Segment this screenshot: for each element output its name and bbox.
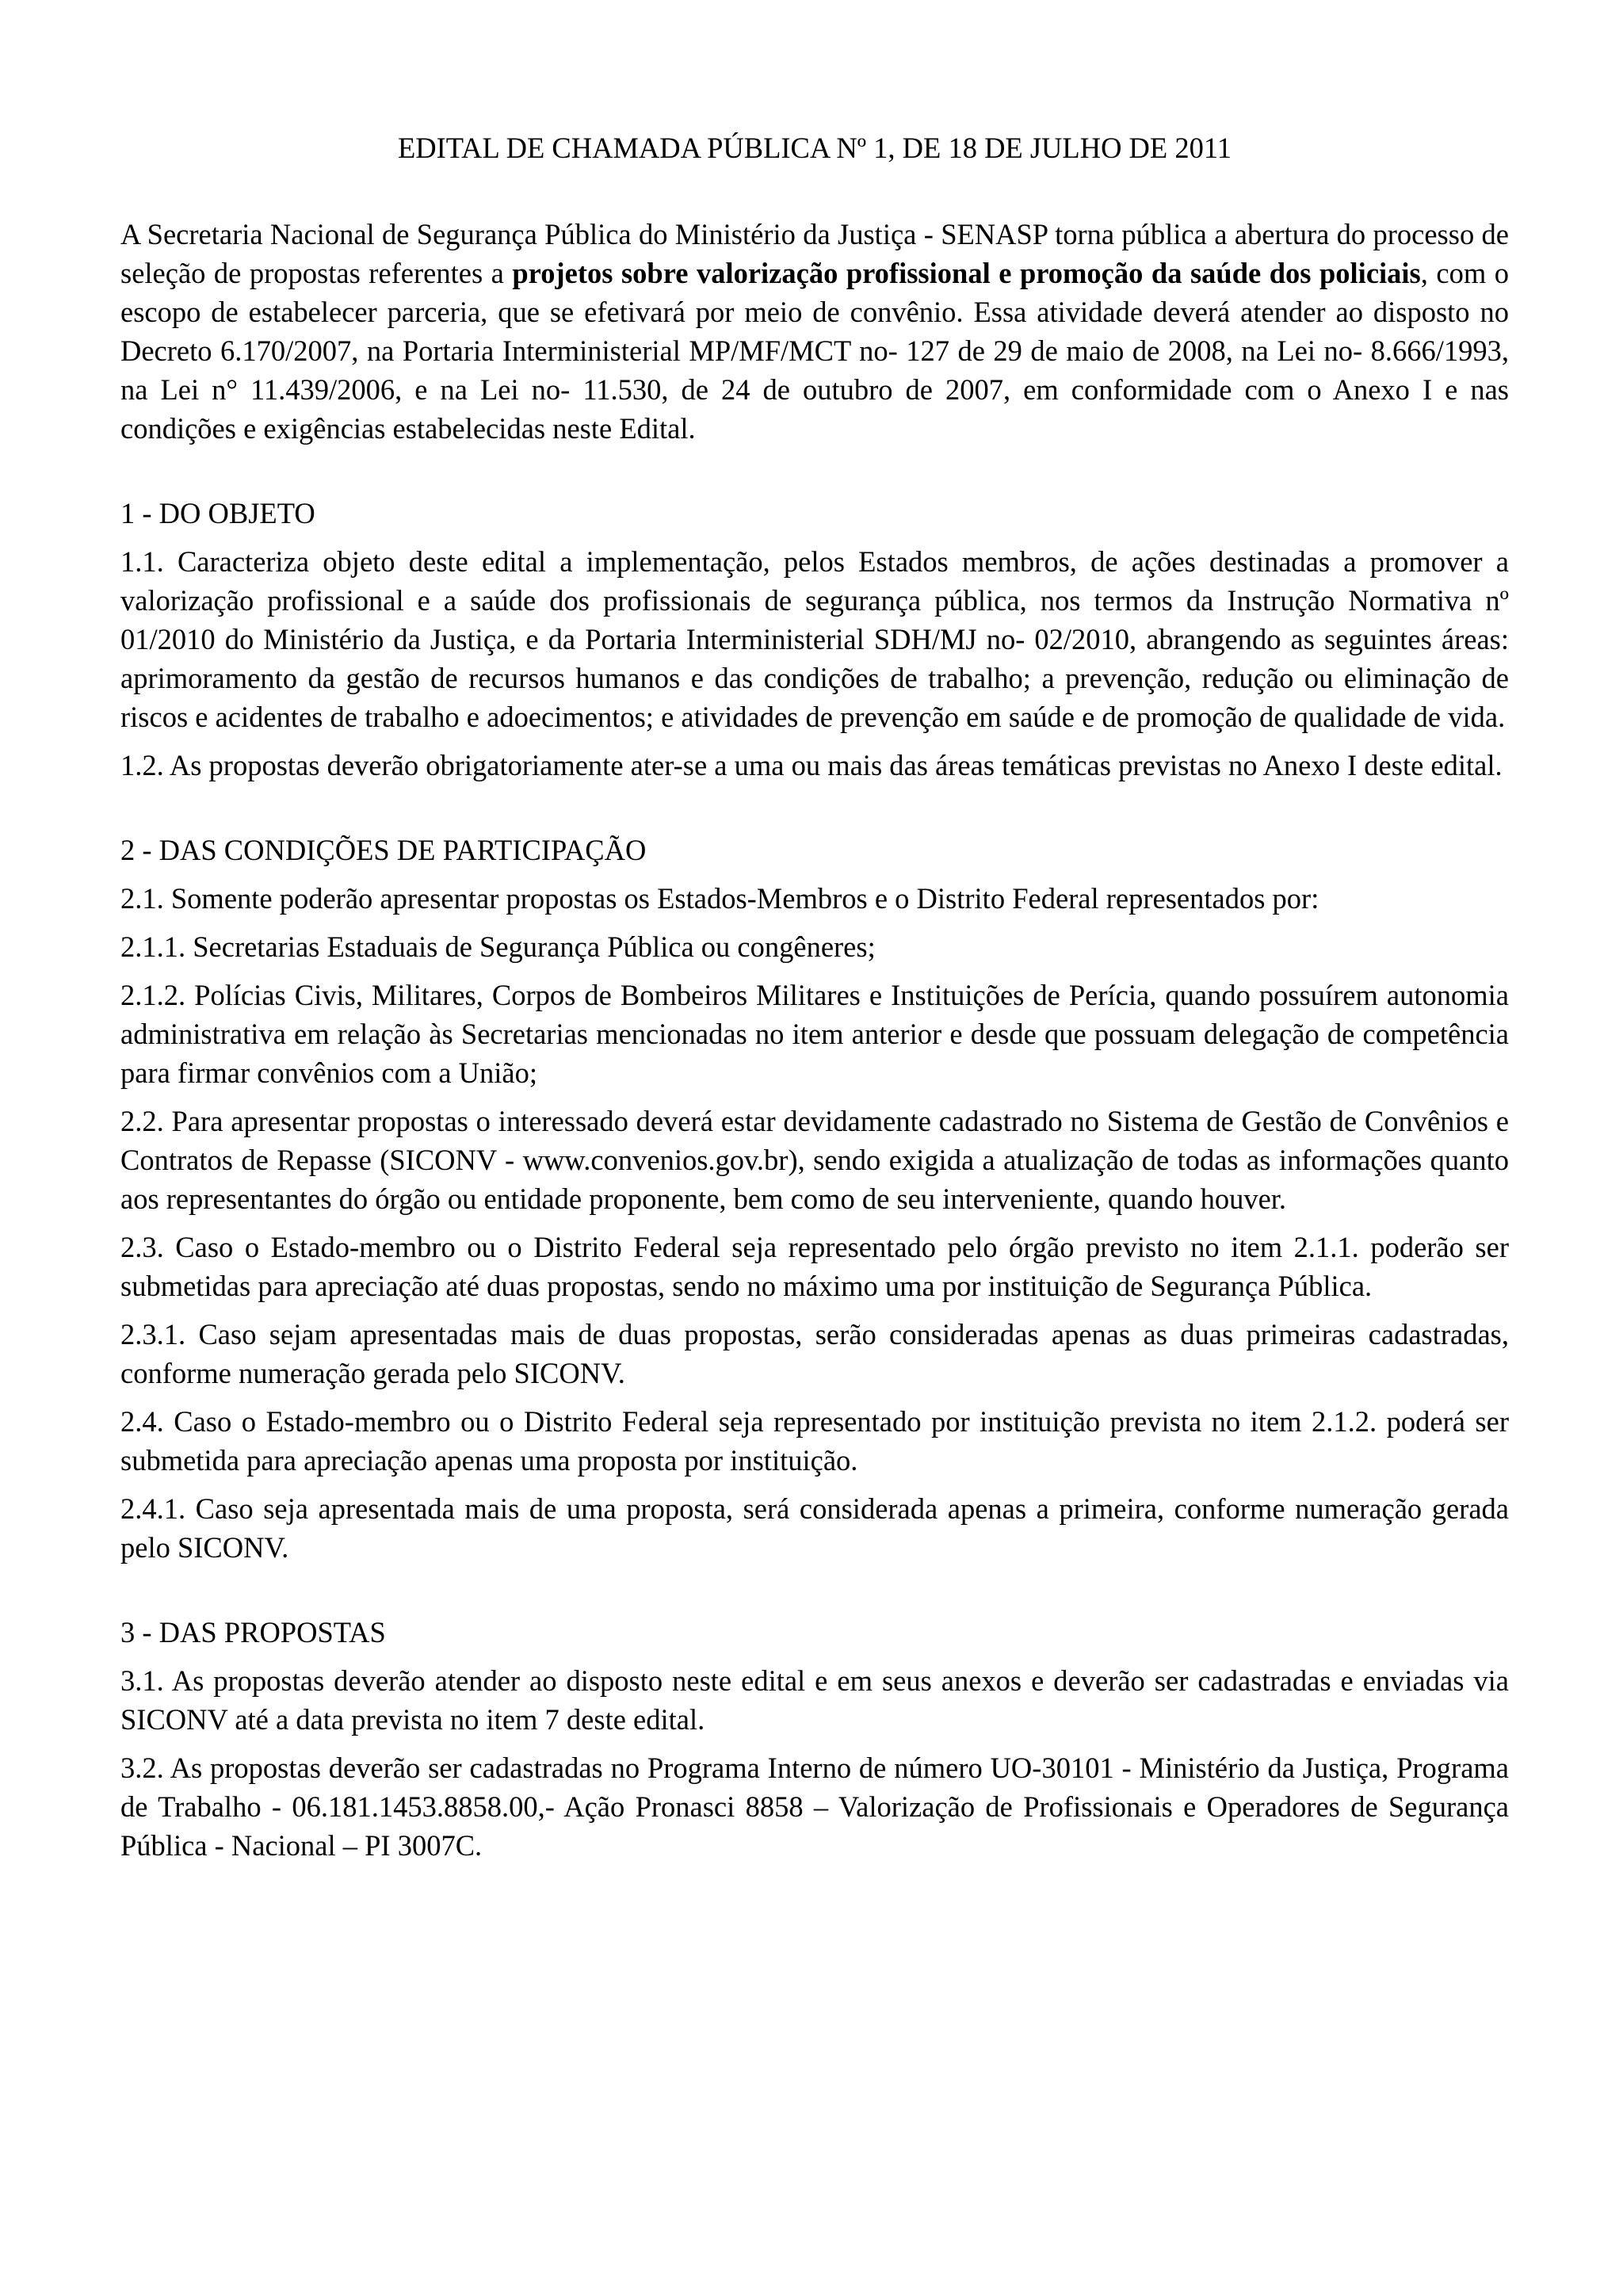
intro-bold-subject: projetos sobre valorização profissional e promoção da saúde dos policiais <box>512 257 1421 289</box>
clause-2-1-2: 2.1.2. Polícias Civis, Militares, Corpos de Bombeiros Militares e Instituições de Perícia, quando possuírem autonomia administrativa em relação às Secretarias mencionadas no item anterior e desde que possuam delegação de competência para firmar convênios com a União; <box>120 979 1509 1089</box>
clause-2-3: 2.3. Caso o Estado-membro ou o Distrito Federal seja representado pelo órgão previsto no item 2.1.1. poderão ser submetidas para apreciação até duas propostas, sendo no máximo uma por instituição de Segurança Pública. <box>120 1231 1509 1302</box>
intro-text-end: , com o escopo de estabelecer parceria, que se efetivará por meio de convênio. Essa atividade deverá atender ao disposto no Decreto 6.170/2007, na Portaria Interministerial MP/MF/MCT no- 127 de 29 de maio de 2008, na Lei no- 8.666/1993, na Lei n° 11.439/2006, e na Lei no- 11.530, de 24 de outubro de 2007, em conformidade com o Anexo I e nas condições e exigências estabelecidas neste Edital. <box>120 257 1510 445</box>
section-propostas <box>120 1613 1509 1865</box>
clause-3-2: 3.2. As propostas deverão ser cadastradas no Programa Interno de número UO-30101 - Ministério da Justiça, Programa de Trabalho - 06.181.1453.8858.00,- Ação Pronasci 8858 – Valorização de Profissionais e Operadores de Segurança Pública - Nacional – PI 3007C. <box>120 1752 1509 1862</box>
clause-1-1: 1.1. Caracteriza objeto deste edital a implementação, pelos Estados membros, de ações destinadas a promover a valorização profissional e a saúde dos profissionais de segurança pública, nos termos da Instrução Normativa nº 01/2010 do Ministério da Justiça, e da Portaria Interministerial SDH/MJ no- 02/2010, abrangendo as seguintes áreas: aprimoramento da gestão de recursos humanos e das condições de trabalho; a prevenção, redução ou eliminação de riscos e acidentes de trabalho e adoecimentos; e atividades de prevenção em saúde e de promoção de qualidade de vida. <box>120 545 1509 733</box>
section-condicoes-participacao <box>120 831 1509 1567</box>
section-objeto <box>120 494 1509 785</box>
section-heading: 3 - DAS PROPOSTAS <box>120 1616 386 1648</box>
section-heading: 1 - DO OBJETO <box>120 497 315 529</box>
document-title: EDITAL DE CHAMADA PÚBLICA Nº 1, DE 18 DE JULHO DE 2011 <box>398 132 1232 164</box>
clause-1-2: 1.2. As propostas deverão obrigatoriamente ater-se a uma ou mais das áreas temáticas previstas no Anexo I deste edital. <box>120 749 1503 781</box>
section-heading: 2 - DAS CONDIÇÕES DE PARTICIPAÇÃO <box>120 834 647 866</box>
clause-2-2: 2.2. Para apresentar propostas o interessado deverá estar devidamente cadastrado no Sistema de Gestão de Convênios e Contratos de Repasse (SICONV - www.convenios.gov.br), sendo exigida a atualização de todas as informações quanto aos representantes do órgão ou entidade proponente, bem como de seu interveniente, quando houver. <box>120 1105 1509 1215</box>
clause-2-4: 2.4. Caso o Estado-membro ou o Distrito Federal seja representado por instituição prevista no item 2.1.2. poderá ser submetida para apreciação apenas uma proposta por instituição. <box>120 1405 1509 1477</box>
clause-2-1: 2.1. Somente poderão apresentar propostas os Estados-Membros e o Distrito Federal representados por: <box>120 882 1319 915</box>
clause-2-3-1: 2.3.1. Caso sejam apresentadas mais de duas propostas, serão consideradas apenas as duas primeiras cadastradas, conforme numeração gerada pelo SICONV. <box>120 1318 1509 1389</box>
intro-text-start: A Secretaria Nacional de Segurança Pública do Ministério da Justiça - SENASP torna pública a abertura do processo de seleção de propostas referentes a <box>120 218 1509 289</box>
clause-2-1-1: 2.1.1. Secretarias Estaduais de Segurança Pública ou congêneres; <box>120 930 876 963</box>
intro-paragraph <box>120 215 1509 448</box>
clause-3-1: 3.1. As propostas deverão atender ao disposto neste edital e em seus anexos e deverão ser cadastradas e enviadas via SICONV até a data prevista no item 7 deste edital. <box>120 1664 1509 1736</box>
clause-2-4-1: 2.4.1. Caso seja apresentada mais de uma proposta, será considerada apenas a primeira, conforme numeração gerada pelo SICONV. <box>120 1492 1509 1564</box>
